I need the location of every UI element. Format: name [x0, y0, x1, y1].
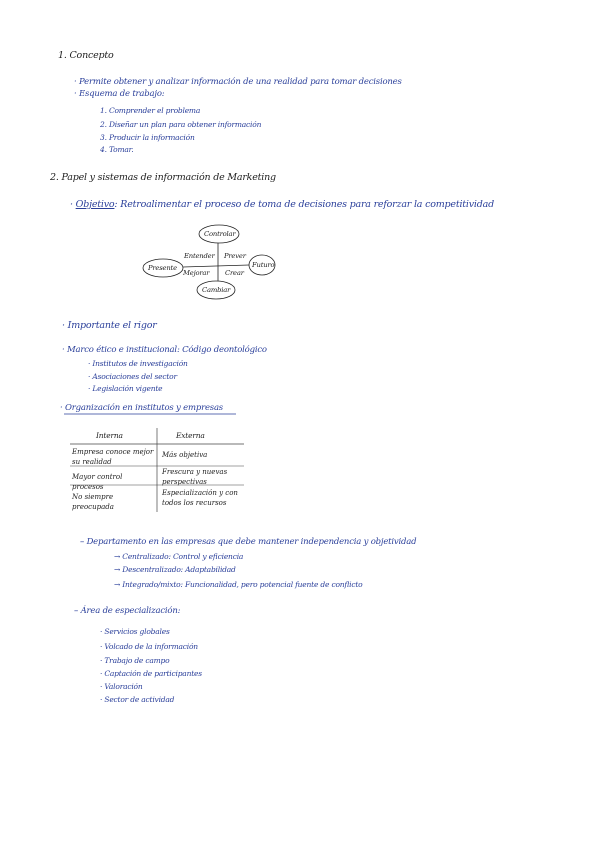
specialization-item: · Trabajo de campo — [100, 656, 170, 665]
specialization-item-text: Trabajo de campo — [104, 656, 170, 665]
diagram-quadrant-label: Prever — [224, 252, 246, 260]
step-item: 4. Tomar. — [100, 145, 134, 154]
objective-line: · Objetivo: Retroalimentar el proceso de toma de decisiones para reforzar la competitividad — [70, 199, 494, 210]
importance-text: Importante el rigor — [67, 320, 157, 331]
section1-heading: 1. Concepto — [58, 50, 114, 61]
section1-definition: · Permite obtener y analizar información de una realidad para tomar decisiones — [74, 77, 402, 87]
specialization-item: · Sector de actividad — [100, 695, 175, 704]
department-item: → Descentralizado: Adaptabilidad — [114, 565, 236, 574]
table-cell: Mayor control procesos — [72, 473, 123, 491]
ethics-title: · Marco ético e institucional: Código deontológico — [62, 345, 267, 355]
department-item-text: Integrado/mixto: Funcionalidad, pero potencial fuente de conflicto — [122, 580, 363, 589]
ethics-item-text: Legislación vigente — [92, 384, 163, 393]
objective-text: : Retroalimentar el proceso de toma de decisiones para reforzar la competitividad — [114, 199, 494, 210]
department-item: → Integrado/mixto: Funcionalidad, pero potencial fuente de conflicto — [114, 580, 363, 589]
department-item-text: Centralizado: Control y eficiencia — [122, 552, 244, 561]
diagram-horizontal-axis — [183, 265, 249, 267]
diagram-quadrant-label: Entender — [184, 252, 215, 260]
table-cell: Más objetiva — [162, 451, 208, 459]
diagram-right-label: Futuro — [252, 261, 275, 269]
step-item: 3. Producir la información — [100, 133, 195, 142]
org-title: · Organización en institutos y empresas — [60, 403, 223, 413]
ethics-item: · Institutos de investigación — [88, 359, 188, 368]
diagram-quadrant-label: Crear — [225, 269, 244, 277]
table-cell: No siempre preocupada — [72, 493, 114, 511]
table-cell: Especialización y con todos los recursos — [162, 489, 238, 507]
table-cell: Frescura y nuevas perspectivas — [162, 468, 228, 486]
section2-heading: 2. Papel y sistemas de información de Marketing — [50, 172, 276, 183]
specialization-title: – Área de especialización: — [74, 606, 181, 616]
step-item: 1. Comprender el problema — [100, 106, 201, 115]
ethics-title-text: Marco ético e institucional: Código deontológico — [67, 345, 267, 355]
department-item-text: Descentralizado: Adaptabilidad — [122, 565, 236, 574]
table-header-cell: Interna — [96, 431, 123, 440]
scheme-title-text: Esquema de trabajo: — [79, 89, 165, 99]
ethics-item: · Asociaciones del sector — [88, 372, 177, 381]
specialization-item-text: Captación de participantes — [104, 669, 202, 678]
definition-text: Permite obtener y analizar información de una realidad para tomar decisiones — [79, 77, 402, 87]
ethics-item-text: Asociaciones del sector — [92, 372, 177, 381]
specialization-item-text: Valoración — [104, 682, 143, 691]
objective-label: Objetivo — [75, 199, 115, 210]
specialization-item: · Servicios globales — [100, 627, 170, 636]
specialization-item-text: Sector de actividad — [104, 695, 175, 704]
org-title-text: Organización en institutos y empresas — [65, 403, 223, 413]
specialization-item-text: Servicios globales — [104, 627, 170, 636]
specialization-item: · Volcado de la información — [100, 642, 198, 651]
department-item: → Centralizado: Control y eficiencia — [114, 552, 244, 561]
diagram-bottom-label: Cambiar — [202, 286, 231, 294]
step-item: 2. Diseñar un plan para obtener información — [100, 120, 262, 129]
scheme-title: · Esquema de trabajo: — [74, 89, 165, 99]
specialization-item: · Valoración — [100, 682, 143, 691]
importance-line: · Importante el rigor — [62, 320, 157, 331]
department-title: – Departamento en las empresas que debe mantener independencia y objetividad — [80, 537, 417, 547]
ethics-item: · Legislación vigente — [88, 384, 163, 393]
table-header-cell: Externa — [176, 431, 205, 440]
ethics-item-text: Institutos de investigación — [92, 359, 188, 368]
diagram-quadrant-label: Mejorar — [183, 269, 210, 277]
diagram-top-label: Controlar — [204, 230, 236, 238]
department-title-text: Departamento en las empresas que debe mantener independencia y objetividad — [86, 537, 417, 547]
diagram-left-label: Presente — [148, 264, 177, 272]
specialization-item: · Captación de participantes — [100, 669, 202, 678]
specialization-item-text: Volcado de la información — [104, 642, 198, 651]
table-cell: Empresa conoce mejor su realidad — [72, 448, 154, 466]
specialization-title-text: Área de especialización: — [80, 606, 181, 616]
